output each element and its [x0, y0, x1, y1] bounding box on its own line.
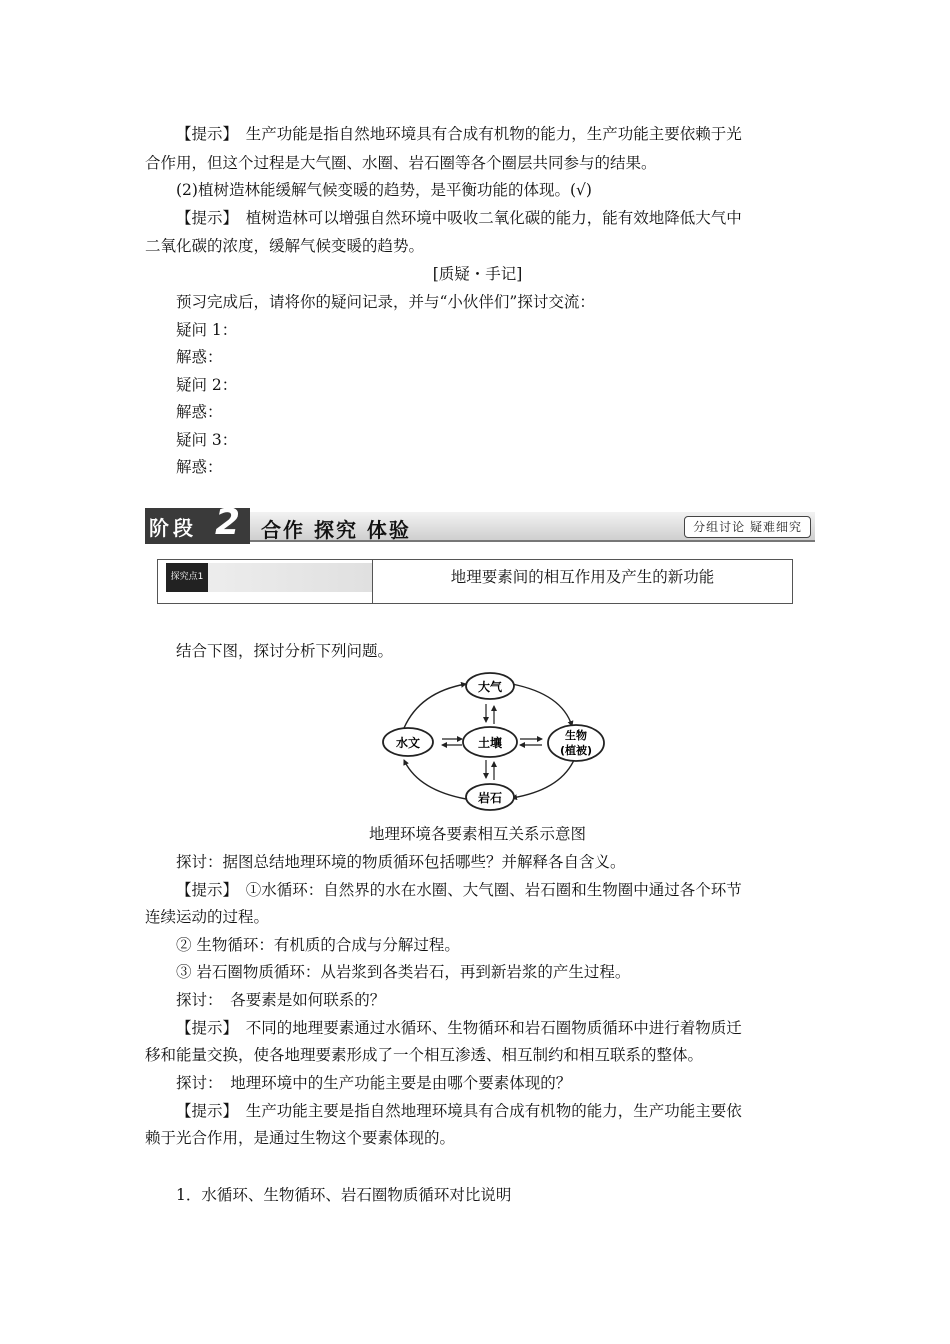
- hint-afforestation-line1: 【提示】 植树造林可以增强自然环境中吸收二氧化碳的能力，能有效地降低大气中: [176, 209, 742, 227]
- arc-rock-water: [404, 760, 466, 799]
- hint-1-rock-cycle: ③ 岩石圈物质循环：从岩浆到各类岩石，再到新岩浆的产生过程。: [176, 963, 631, 981]
- banner-stage-number: 2: [215, 502, 241, 543]
- explore-tag: 探究点1: [166, 563, 208, 592]
- node-rock-label: 岩石: [477, 791, 503, 805]
- arc-water-atmosphere: [404, 684, 466, 728]
- node-bio-label-2: (植被): [559, 744, 593, 757]
- hint-production-line2: 合作用，但这个过程是大气圈、水圈、岩石圈等各个圈层共同参与的结果。: [145, 154, 657, 172]
- diagram-caption: 地理环境各要素相互关系示意图: [368, 825, 586, 843]
- arc-bio-rock: [512, 760, 574, 798]
- stage-banner: [145, 502, 815, 544]
- question-2: 疑问 2：: [176, 376, 238, 394]
- banner-title: 合作 探究 体验: [261, 518, 411, 542]
- answer-1: 解惑：: [176, 348, 223, 366]
- answer-2: 解惑：: [176, 403, 223, 421]
- hint-3-line1: 【提示】 生产功能主要是指自然地理环境具有合成有机物的能力，生产功能主要依: [176, 1102, 742, 1120]
- hint-2-line2: 移和能量交换，使各地理要素形成了一个相互渗透、相互制约和相互联系的整体。: [145, 1046, 704, 1064]
- notes-intro: 预习完成后，请将你的疑问记录，并与“小伙伴们”探讨交流：: [176, 293, 595, 311]
- discuss-3: 探讨： 地理环境中的生产功能主要是由哪个要素体现的？: [176, 1074, 572, 1092]
- hint-1-bio-cycle: ② 生物循环：有机质的合成与分解过程。: [176, 936, 460, 954]
- hint-production-line1: 【提示】 生产功能是指自然地环境具有合成有机物的能力，生产功能主要依赖于光: [176, 125, 742, 143]
- answer-3: 解惑：: [176, 458, 223, 476]
- hint-afforestation-line2: 二氧化碳的浓度，缓解气候变暖的趋势。: [145, 237, 425, 255]
- node-soil-label: 土壤: [477, 736, 503, 750]
- node-water-label: 水文: [395, 736, 421, 750]
- diagram-intro: 结合下图，探讨分析下列问题。: [176, 642, 394, 660]
- explore-point-table: [157, 559, 793, 604]
- hint-1-line1: 【提示】 ①水循环：自然界的水在水圈、大气圈、岩石圈和生物圈中通过各个环节: [176, 881, 742, 899]
- node-atmosphere-label: 大气: [477, 680, 503, 694]
- banner-stage-label: 阶段: [149, 516, 197, 540]
- statement-afforestation: (2)植树造林能缓解气候变暖的趋势，是平衡功能的体现。(√): [176, 181, 592, 199]
- arc-atmosphere-bio: [512, 684, 572, 726]
- explore-left-cell: [158, 560, 373, 603]
- hint-1-line2: 连续运动的过程。: [145, 908, 270, 926]
- question-3: 疑问 3：: [176, 431, 238, 449]
- discuss-2: 探讨： 各要素是如何联系的？: [176, 991, 386, 1009]
- question-1: 疑问 1：: [176, 321, 238, 339]
- section-1-heading: 1．水循环、生物循环、岩石圈物质循环对比说明: [176, 1186, 512, 1204]
- hint-3-line2: 赖于光合作用，是通过生物这个要素体现的。: [145, 1129, 456, 1147]
- hint-2-line1: 【提示】 不同的地理要素通过水循环、生物循环和岩石圈物质循环中进行着物质迁: [176, 1019, 742, 1037]
- explore-title: 地理要素间的相互作用及产生的新功能: [450, 568, 715, 586]
- discuss-1: 探讨：据图总结地理环境的物质循环包括哪些？并解释各自含义。: [176, 853, 626, 871]
- notes-title: [质疑・手记]: [432, 265, 523, 283]
- node-bio-label-1: 生物: [565, 729, 587, 742]
- geo-elements-diagram: [370, 666, 620, 816]
- banner-badge: 分组讨论 疑难细究: [684, 516, 811, 538]
